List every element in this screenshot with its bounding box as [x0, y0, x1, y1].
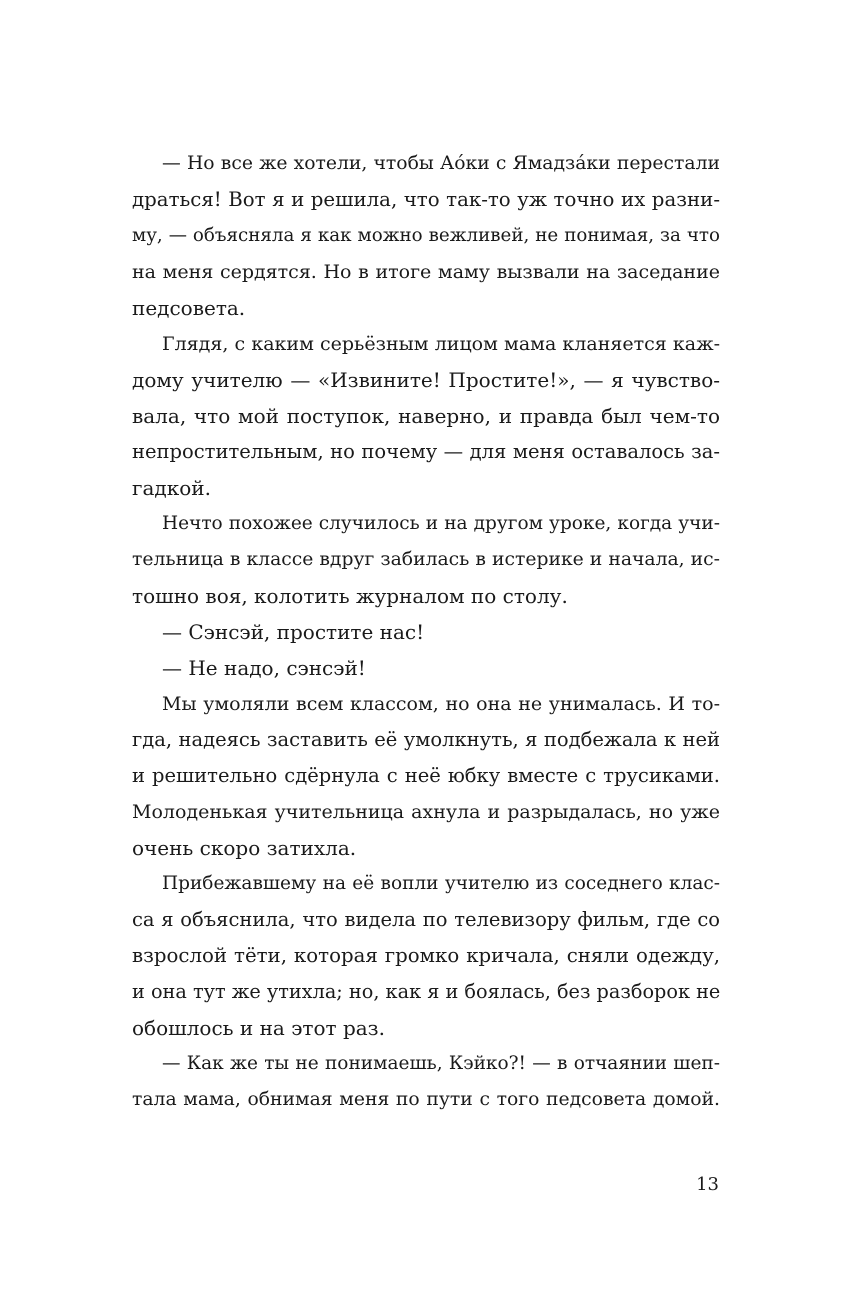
text-line: Нечто похожее случилось и на другом уроке, когда учи- — [162, 513, 720, 534]
text-line: тельница в классе вдруг забилась в истерике и начала, ис- — [132, 549, 720, 570]
paragraph-2 — [132, 326, 720, 506]
text-line: му, — объясняла я как можно вежливей, не понимая, за что — [132, 225, 720, 246]
body-text — [132, 146, 720, 1118]
text-line: гда, надеясь заставить её умолкнуть, я подбежала к ней — [132, 728, 720, 751]
text-line: педсовета. — [132, 296, 246, 320]
text-line: тала мама, обнимая меня по пути с того педсовета домой. — [132, 1089, 720, 1110]
paragraph-1 — [132, 146, 720, 326]
text-line: драться! Вот я и решила, что так-то уж точно их разни- — [132, 188, 720, 211]
text-line: на меня сердятся. Но в итоге маму вызвали на заседание — [132, 261, 720, 283]
paragraph-6 — [132, 686, 720, 866]
paragraph-3 — [132, 506, 720, 614]
paragraph-8 — [132, 1046, 720, 1118]
text-line: — Как же ты не понимаешь, Кэйко?! — в отчаянии шеп- — [162, 1053, 720, 1074]
paragraph-7 — [132, 866, 720, 1046]
text-line: взрослой тёти, которая громко кричала, сняли одежду, — [132, 944, 720, 967]
text-line: гадкой. — [132, 476, 211, 500]
page-number: 13 — [696, 1174, 719, 1195]
text-line: Прибежавшему на её вопли учителю из соседнего клас- — [162, 873, 720, 894]
text-line: и она тут же утихла; но, как я и боялась, без разборок не — [132, 980, 721, 1003]
text-line: непростительным, но почему — для меня оставалось за- — [132, 440, 720, 463]
text-line: Молоденькая учительница ахнула и разрыдалась, но уже — [132, 801, 720, 823]
text-line: дому учителю — «Извините! Простите!», — я чувство- — [132, 368, 720, 392]
text-line: — Но все же хотели, чтобы Аóки с Ямадзáки перестали — [162, 153, 720, 174]
text-line: — Не надо, сэнсэй! — [162, 656, 366, 680]
text-line: очень скоро затихла. — [132, 836, 357, 860]
text-line: — Сэнсэй, простите нас! — [162, 620, 425, 644]
text-line: Глядя, с каким серьёзным лицом мама кланяется каж- — [162, 333, 720, 355]
paragraph-4 — [132, 614, 720, 650]
text-line: са я объяснила, что видела по телевизору фильм, где со — [132, 908, 720, 931]
text-line: вала, что мой поступок, наверно, и правда был чем-то — [132, 404, 720, 428]
text-line: тошно воя, колотить журналом по столу. — [132, 584, 568, 608]
paragraph-5 — [132, 650, 720, 686]
text-line: Мы умоляли всем классом, но она не унималась. И то- — [162, 693, 720, 715]
text-line: и решительно сдёрнула с неё юбку вместе с трусиками. — [132, 764, 720, 787]
text-line: обошлось и на этот раз. — [132, 1016, 385, 1040]
